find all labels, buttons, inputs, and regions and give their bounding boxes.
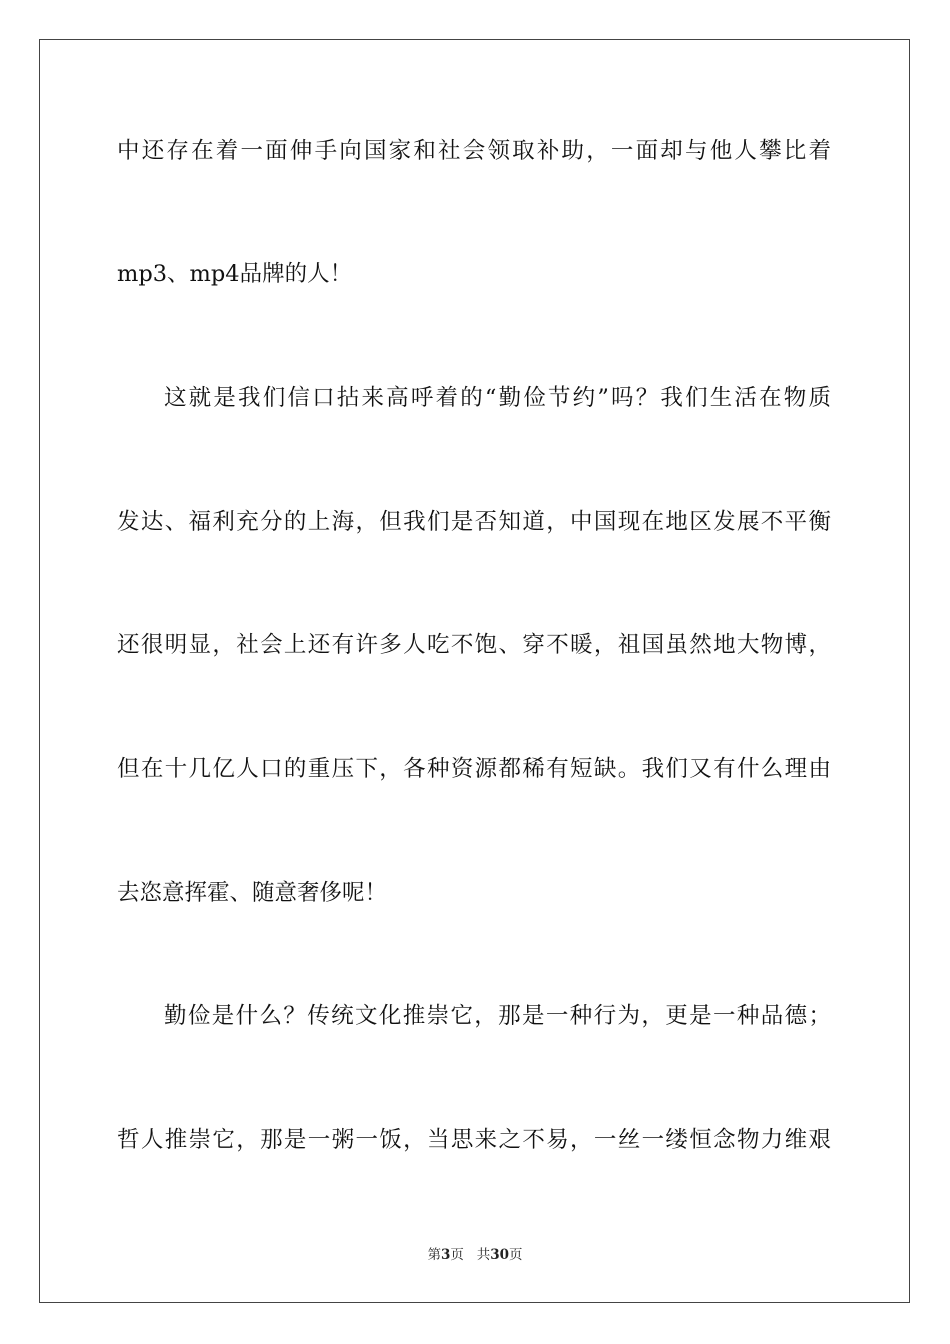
text-line-2: mp3、mp4品牌的人！ bbox=[117, 261, 353, 287]
text-line-5: 还很明显，社会上还有许多人吃不饱、穿不暖，祖国虽然地大物博， bbox=[117, 632, 831, 658]
page-prefix: 第 bbox=[427, 1247, 441, 1263]
page-border bbox=[39, 39, 910, 1303]
total-prefix: 共 bbox=[476, 1247, 491, 1263]
page-number: 3 bbox=[440, 1247, 451, 1263]
page-footer bbox=[0, 1246, 950, 1264]
text-line-1: 中还存在着一面伸手向国家和社会领取补助，一面却与他人攀比着 bbox=[117, 138, 831, 164]
text-line-7: 去恣意挥霍、随意奢侈呢！ bbox=[117, 880, 388, 906]
text-line-4: 发达、福利充分的上海，但我们是否知道，中国现在地区发展不平衡 bbox=[117, 509, 831, 535]
page-suffix: 页 bbox=[450, 1247, 464, 1263]
paragraph-start-line-2: 勤俭是什么？传统文化推崇它，那是一种行为，更是一种品德； bbox=[164, 1003, 831, 1029]
paragraph-start-line: 这就是我们信口拈来高呼着的“勤俭节约”吗？我们生活在物质 bbox=[164, 385, 831, 411]
total-pages: 30 bbox=[490, 1247, 510, 1263]
total-suffix: 页 bbox=[509, 1247, 523, 1263]
text-line-9: 哲人推崇它，那是一粥一饭，当思来之不易，一丝一缕恒念物力维艰 bbox=[117, 1127, 831, 1153]
text-line-6: 但在十几亿人口的重压下，各种资源都稀有短缺。我们又有什么理由 bbox=[117, 756, 831, 782]
